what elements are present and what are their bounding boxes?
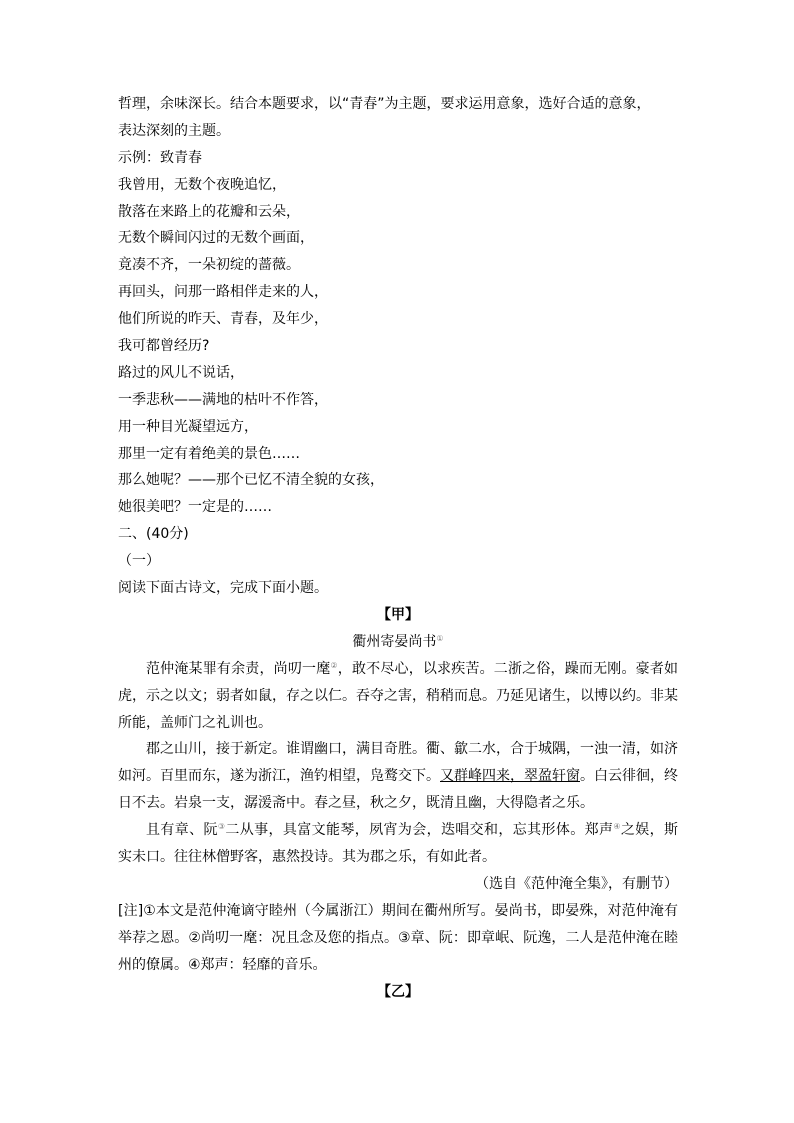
poem-line: 再回头，问那一路相伴走来的人， (118, 284, 328, 301)
passage-notes: [注]①本文是范仲淹谪守睦州（今属浙江）期间在衢州所写。晏尚书，即晏殊，对范仲淹有举荐之恩。②尚叨一麾：况且念及您的指点。③章、阮：即章岷、阮逸，二人是范仲淹在睦州的僚属。④郑声：轻靡的音乐。 (118, 902, 678, 973)
poem-line: 那么她呢？——那个已忆不清全貌的女孩， (118, 472, 384, 489)
footnote-marker: ② (330, 660, 338, 670)
passage-paragraph-3 (118, 817, 678, 871)
section-subheading: （一） (118, 553, 160, 570)
text-run: 之娱，斯实未口。往往林僧野客，惠然投诗。其为郡之乐，有如此者。 (118, 822, 679, 866)
poem-line: 他们所说的昨天、青春，及年少， (118, 311, 328, 328)
example-poem (118, 172, 678, 522)
text-run: ，敢不尽心，以求疾苦。二浙之俗，躁而无刚。豪者如虎，示之以文；弱者如鼠，存之以仁。吞夺之害，稍稍而息。乃延见诸生，以博以约。非某所能，盖师门之礼训也。 (118, 660, 679, 731)
poem-line: 她很美吧？一定是的…… (118, 499, 272, 516)
footnote-marker: ③ (217, 822, 226, 832)
footnote-marker: ④ (613, 822, 621, 832)
poem-line: 竟凑不齐，一朵初绽的蔷薇。 (118, 257, 300, 274)
poem-line: 散落在来路上的花瓣和云朵， (118, 203, 300, 220)
text-run: 郡之山川，接于新定。谁谓幽口，满目奇胜。衢、歙二水，合于城隅，一浊一清，如济如河。百里而东，遂为浙江，渔钓相望，凫鹜交下。 (118, 741, 678, 785)
underlined-sentence: 又群峰四来，翠盈轩窗 (440, 768, 580, 785)
poem-line: 我曾用，无数个夜晚追忆， (118, 176, 286, 193)
passage-yi-label: 【乙】 (377, 983, 419, 1000)
section-heading: 二、(40分) (118, 526, 189, 543)
passage-jia-title (118, 629, 678, 656)
title-text: 衢州寄晏尚书 (352, 633, 437, 650)
poem-line: 那里一定有着绝美的景色…… (118, 445, 300, 462)
passage-source: （选自《范仲淹全集》，有删节） (475, 875, 678, 892)
text-run: 范仲淹某罪有余责，尚叨一麾 (146, 660, 331, 677)
section-instruction: 阅读下面古诗文，完成下面小题。 (118, 580, 328, 597)
passage-paragraph-1 (118, 656, 678, 737)
essay-prompt-line: 哲理，余味深长。结合本题要求，以“青春”为主题，要求运用意象，选好合适的意象， (118, 96, 651, 112)
essay-prompt-line: 表达深刻的主题。 (118, 122, 230, 139)
poem-line: 一季悲秋——满地的枯叶不作答， (118, 391, 328, 408)
example-label: 示例：致青春 (118, 149, 202, 166)
text-run: 二从事，具富文能琴，夙宵为会，迭唱交和，忘其形体。郑声 (225, 822, 614, 839)
text-run: 且有章、阮 (146, 822, 218, 839)
poem-line: 我可都曾经历? (118, 338, 210, 355)
passage-jia-label: 【甲】 (377, 606, 419, 623)
footnote-marker: ① (436, 633, 444, 643)
poem-line: 无数个瞬间闪过的无数个画面， (118, 230, 314, 247)
text-run: 。白云徘徊，终日不去。岩泉一支，潺湲斋中。春之昼，秋之夕，既清且幽，大得隐者之乐。 (118, 768, 678, 812)
passage-paragraph-2 (118, 736, 678, 817)
poem-line: 用一种目光凝望远方， (118, 418, 258, 435)
document-page (118, 91, 678, 1005)
poem-line: 路过的风儿不说话， (118, 364, 244, 381)
